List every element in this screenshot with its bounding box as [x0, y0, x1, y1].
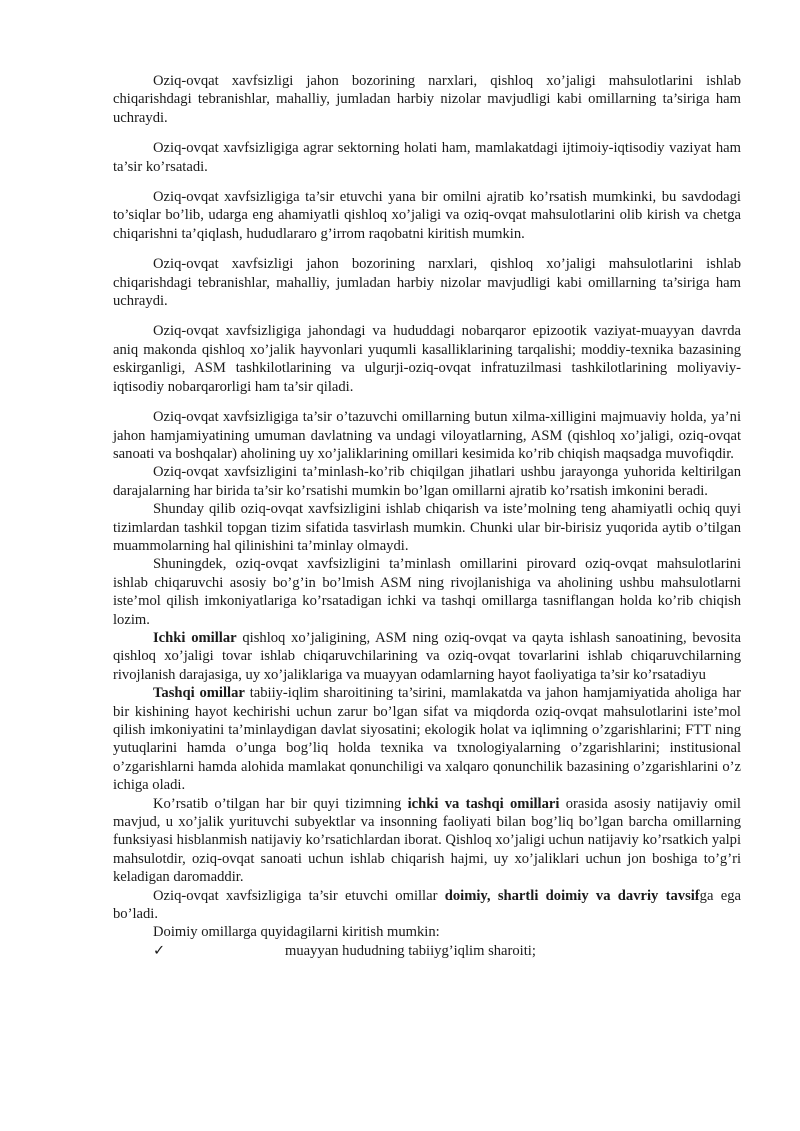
paragraph-13-end: ga ega bo’ladi. — [113, 887, 741, 923]
external-factors-text: tabiiy-iqlim sharoitining ta’sirini, mamlakatda va jahon hamjamiyatida aholiga har bir kishining hayot kechirishi uchun zarur bo’lgan sifat va miqdorda oziq-ovqat mahsulotlarini iste’mol qilish imkoniyatini ta’minlaydigan davlat siyosatini; ekologik holat va iqlimning o’zgarishlarini; FTT ning yutuqlarini hamda o’unga bog’liq holda texnika va txnologiyalarning o’zgarishlarini; institusional o’zgarishlarni hamda alohida mamlakat qonunchiligi va xalqaro qonunchilik bazasining o’zgarishlarini o’z ichiga oladi. — [113, 685, 741, 794]
paragraph-internal-factors — [113, 629, 741, 684]
paragraph-3: Oziq-ovqat xavfsizligiga ta’sir etuvchi yana bir omilni ajratib ko’rsatish mumkinki, bu savdodagi to’siqlar bo’lib, udarga eng ahamiyatli qishloq xo’jaligi va oziq-ovqat mahsulotlarini olib kirish va chetga chiqarishni ta’qiqlash, hududlararo g’irrom raqobatni kiritish mumkin. — [113, 189, 741, 242]
paragraph-12 — [113, 795, 741, 887]
paragraph-13-start: Oziq-ovqat xavfsizligiga ta’sir etuvchi omillar — [153, 887, 445, 904]
paragraph-12-start: Ko’rsatib o’tilgan har bir quyi tizimning — [153, 795, 408, 812]
paragraph-13 — [113, 887, 741, 924]
paragraph-7: Oziq-ovqat xavfsizligini ta’minlash-ko’rib chiqilgan jihatlari ushbu jarayonga yuhorida keltirilgan darajalarning har birida ta’sir ko’rsatishi mumkin bo’lgan omillarni ajratib ko’rsatish imkonini beradi. — [113, 464, 741, 499]
paragraph-9: Shuningdek, oziq-ovqat xavfsizligini ta’minlash omillarini pirovard oziq-ovqat mahsulotlarini ishlab chiqaruvchi asosiy bo’g’in bo’lmish ASM ning rivojlanishiga va aholining ushbu mahsulotlarni iste’mol qilish imkoniyatlariga ko’rsatadigan ichki va tashqi omillarga tasniflangan holda ko’rib chiqish lozim. — [113, 556, 741, 628]
paragraph-14: Doimiy omillarga quyidagilarni kiritish mumkin: — [153, 924, 440, 941]
check-mark-icon: ✓ — [153, 942, 166, 959]
internal-factors-term: Ichki omillar — [153, 629, 237, 646]
document-page — [113, 72, 741, 960]
bullet-item — [113, 942, 741, 960]
external-factors-term: Tashqi omillar — [153, 685, 245, 702]
paragraph-12-bold: ichki va tashqi omillari — [407, 795, 560, 812]
paragraph-4: Oziq-ovqat xavfsizligi jahon bozorining narxlari, qishloq xo’jaligi mahsulotlarini ishlab chiqarishdagi tebranishlar, mahalliy, jumladan harbiy nizolar mavjudligi kabi omillarning ta’siriga ham uchraydi. — [113, 256, 741, 310]
paragraph-external-factors — [113, 684, 741, 794]
paragraph-13-bold: doimiy, shartli doimiy va davriy tavsif — [444, 887, 700, 904]
paragraph-12-end: orasida asosiy natijaviy omil mavjud, u xo’jalik yurituvchi subyektlar va insonning faoliyati bilan bog’liq bo’lgan barcha omillarning funksiyasi hisblanmish natijaviy ko’rsatichlardan iborat. Qishloq xo’jaligi uchun natijaviy ko’rsatkich yalpi mahsulotdir, oziq-ovqat sanoati uchun ishlab chiqarish hajmi, uy xo’jaliklari uchun jon boshiga to’g’ri keladigan daromaddir. — [113, 795, 741, 886]
internal-factors-text: qishloq xo’jaligining, ASM ning oziq-ovqat va qayta ishlash sanoatining, bevosita qishloq xo’jaligi tovar ishlab chiqaruvchilarining va oziq-ovqat tovarlarini ishlab chiqaruvchilarning rivojlanish darajasiga, uy xo’jaliklariga va muayyan odamlarning hayot faoliyatiga ta’sir ko’rsatadiyu — [113, 629, 741, 683]
paragraph-8: Shunday qilib oziq-ovqat xavfsizligini ishlab chiqarish va iste’molning teng ahamiyatli ochiq quyi tizimlardan tashkil topgan tizim sifatida tasvirlash mumkin. Chunki ular bir-birisiz yuqorida aytib o’tilgan muammolarning hal qilinishini ta’minlay olmaydi. — [113, 501, 741, 554]
paragraph-1: Oziq-ovqat xavfsizligi jahon bozorining narxlari, qishloq xo’jaligi mahsulotlarini ishlab chiqarishdagi tebranishlar, mahalliy, jumladan harbiy nizolar mavjudligi kabi omillarning ta’siriga ham uchraydi. — [113, 73, 741, 126]
bullet-text: muayyan hududning tabiiyg’iqlim sharoiti; — [285, 942, 536, 959]
paragraph-2: Oziq-ovqat xavfsizligiga agrar sektorning holati ham, mamlakatdagi ijtimoiy-iqtisodiy vaziyat ham ta’sir ko’rsatadi. — [113, 140, 741, 175]
paragraph-5: Oziq-ovqat xavfsizligiga jahondagi va hududdagi nobarqaror epizootik vaziyat-muayyan davrda aniq makonda qishloq xo’jalik hayvonlari yuqumli kasalliklarining tarqalishi; moddiy-texnika bazasining eskirganligi, ASM tashkilotlarining va ulgurji-oziq-ovqat infratuzilmasi tashkilotlarining moliyaviy-iqtisodiy nobarqarorligi ham ta’sir qiladi. — [113, 323, 741, 395]
paragraph-6: Oziq-ovqat xavfsizligiga ta’sir o’tazuvchi omillarning butun xilma-xilligini majmuaviy holda, ya’ni jahon hamjamiyatining umuman davlatning va undagi viloyatlarning, ASM (qishloq xo’jaligi, oziq-ovqat sanoati va boshqalar) aholining uy xo’jaliklarining omillari kesimida ko’rib chiqish maqsadga muvofiqdir. — [113, 409, 741, 462]
